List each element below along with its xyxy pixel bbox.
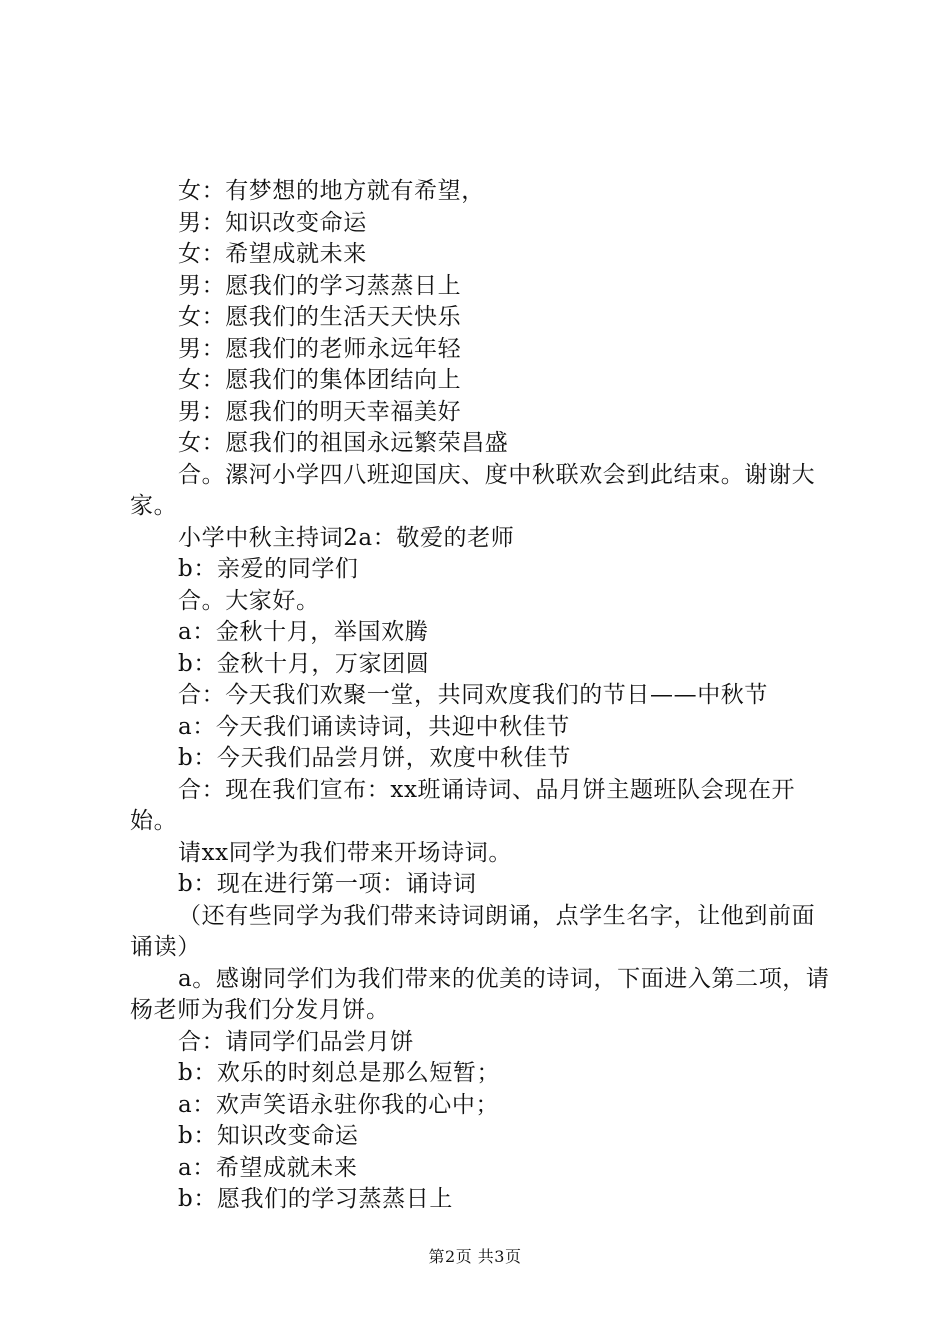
paragraph: b：亲爱的同学们 [178, 556, 359, 582]
paragraph: 男：知识改变命运 [178, 209, 367, 236]
paragraph: 请xx同学为我们带来开场诗词。 [178, 839, 512, 866]
paragraph: 女：愿我们的集体团结向上 [178, 367, 462, 393]
paragraph: b：知识改变命运 [178, 1123, 359, 1149]
paragraph: 小学中秋主持词2a：敬爱的老师 [178, 524, 515, 551]
paragraph: 合。漯河小学四八班迎国庆、度中秋联欢会到此结束。谢谢大家。 [130, 461, 816, 519]
paragraph: b：今天我们品尝月饼，欢度中秋佳节 [178, 745, 571, 771]
paragraph: 男：愿我们的明天幸福美好 [178, 398, 462, 425]
paragraph: a：希望成就未来 [178, 1154, 358, 1181]
paragraph: b：愿我们的学习蒸蒸日上 [178, 1186, 453, 1212]
paragraph: 合：今天我们欢聚一堂，共同欢度我们的节日——中秋节 [178, 682, 768, 708]
paragraph: 男：愿我们的老师永远年轻 [178, 335, 462, 362]
paragraph: 合：请同学们品尝月饼 [178, 1028, 414, 1055]
paragraph: 女：愿我们的祖国永远繁荣昌盛 [178, 430, 509, 456]
paragraph: b：现在进行第一项：诵诗词 [178, 871, 477, 897]
paragraph: 女：愿我们的生活天天快乐 [178, 304, 462, 330]
page-footer: 第2页 共3页 [428, 1247, 522, 1266]
paragraph: 女：有梦想的地方就有希望， [178, 178, 485, 204]
paragraph: 合：现在我们宣布：xx班诵诗词、品月饼主题班队会现在开始。 [130, 776, 796, 834]
paragraph: 合。大家好。 [178, 587, 320, 614]
paragraph: a：欢声笑语永驻你我的心中； [178, 1091, 500, 1118]
paragraph: （还有些同学为我们带来诗词朗诵，点学生名字，让他到前面诵读） [130, 902, 816, 960]
paragraph: 男：愿我们的学习蒸蒸日上 [178, 272, 462, 299]
paragraph: b：金秋十月，万家团圆 [178, 650, 430, 677]
paragraph: a：今天我们诵读诗词，共迎中秋佳节 [178, 713, 570, 740]
document-body [130, 176, 835, 1216]
paragraph: a：金秋十月，举国欢腾 [178, 619, 429, 645]
paragraph: b：欢乐的时刻总是那么短暂； [178, 1060, 501, 1086]
paragraph: a。感谢同学们为我们带来的优美的诗词，下面进入第二项，请杨老师为我们分发月饼。 [130, 965, 830, 1023]
paragraph: 女：希望成就未来 [178, 241, 367, 267]
